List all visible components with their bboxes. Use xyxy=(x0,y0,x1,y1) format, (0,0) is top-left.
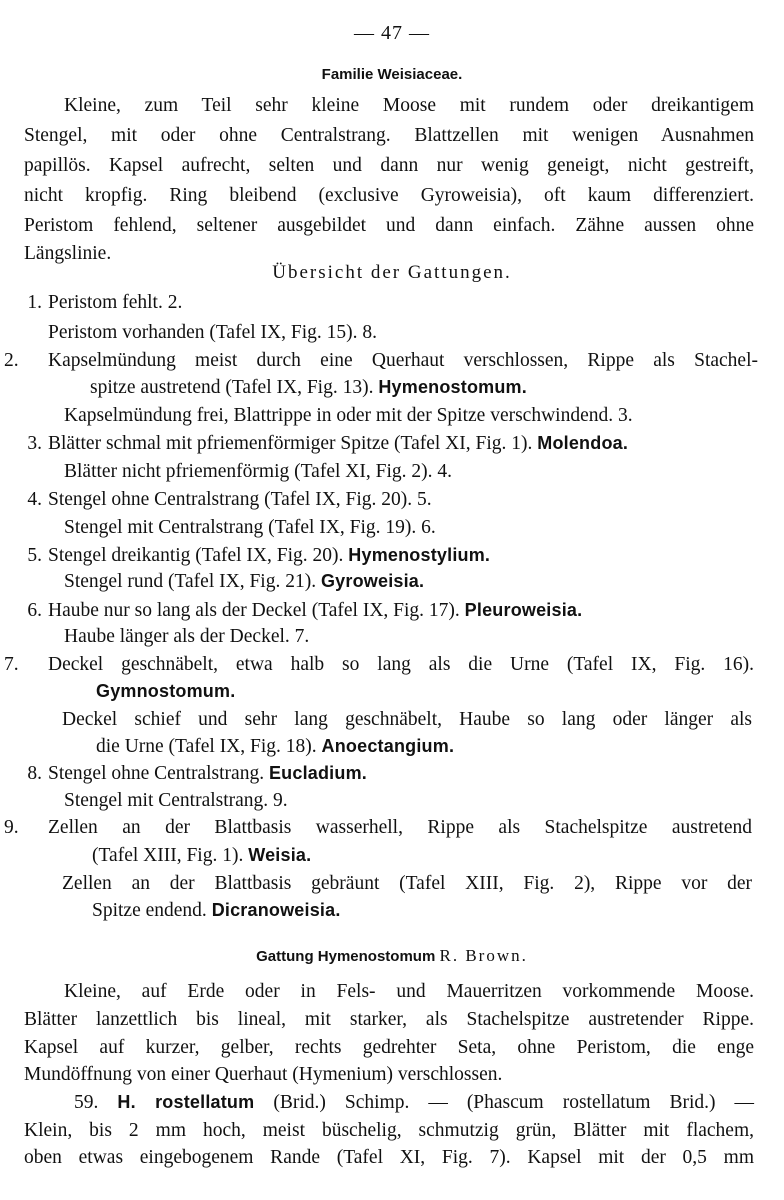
species-entry: 59. H. rostellatum (Brid.) Schimp. — (Phascum rostellatum Brid.) — xyxy=(74,1092,754,1113)
key-line: Stengel mit Centralstrang (Tafel IX, Fig. 19). 6. xyxy=(64,517,436,538)
key-line: Deckel schief und sehr lang geschnäbelt, Haube so lang oder länger als xyxy=(62,709,752,730)
key-line: 4. Stengel ohne Centralstrang (Tafel IX, Fig. 20). 5. xyxy=(27,489,432,510)
key-line: 9. Zellen an der Blattbasis wasserhell, Rippe als Stachelspitze austretend xyxy=(4,817,752,838)
key-line: Spitze endend. Dicranoweisia. xyxy=(92,900,341,921)
species-name: H. rostellatum xyxy=(117,1092,255,1112)
intro-line: Längslinie. xyxy=(24,243,112,264)
intro-line: Stengel, mit oder ohne Centralstrang. Blattzellen mit wenigen Ausnahmen xyxy=(24,125,754,146)
genus-desc-line: Kapsel auf kurzer, gelber, rechts gedrehter Seta, ohne Peristom, die enge xyxy=(24,1037,754,1058)
key-line: Stengel mit Centralstrang. 9. xyxy=(64,790,288,811)
genus-name: Anoectangium. xyxy=(321,736,455,756)
genus-heading: Gattung Hymenostomum R. Brown. xyxy=(256,946,528,965)
key-line: Kapselmündung frei, Blattrippe in oder mit der Spitze verschwindend. 3. xyxy=(64,405,633,426)
genus-desc-line: Mundöffnung von einer Querhaut (Hymenium) verschlossen. xyxy=(24,1064,503,1085)
key-line: 5. Stengel dreikantig (Tafel IX, Fig. 20). Hymenostylium. xyxy=(27,545,491,566)
genus-name: Hymenostylium. xyxy=(348,545,491,565)
key-line: 1. Peristom fehlt. 2. xyxy=(27,292,183,313)
key-line: 3. Blätter schmal mit pfriemenförmiger Spitze (Tafel XI, Fig. 1). Molendoa. xyxy=(27,433,629,454)
species-line: oben etwas eingebogenem Rande (Tafel XI, Fig. 7). Kapsel mit der 0,5 mm xyxy=(24,1147,754,1168)
intro-line: Kleine, zum Teil sehr kleine Moose mit rundem oder dreikantigem xyxy=(64,95,754,116)
key-line xyxy=(96,682,235,702)
key-line: 8. Stengel ohne Centralstrang. Eucladium. xyxy=(27,763,367,784)
key-line: 2. Kapselmündung meist durch eine Querhaut verschlossen, Rippe als Stachel- xyxy=(4,350,758,371)
genus-name: Hymenostomum. xyxy=(378,377,527,397)
genus-name: Eucladium. xyxy=(268,763,367,783)
overview-title: Übersicht der Gattungen. xyxy=(272,262,512,283)
key-line: Zellen an der Blattbasis gebräunt (Tafel XIII, Fig. 2), Rippe vor der xyxy=(62,873,752,894)
species-line: Klein, bis 2 mm hoch, meist büschelig, schmutzig grün, Blätter mit flachem, xyxy=(24,1120,754,1141)
genus-desc-line: Blätter lanzettlich bis lineal, mit starker, als Stachelspitze austretender Rippe. xyxy=(24,1009,754,1030)
key-line: die Urne (Tafel IX, Fig. 18). Anoectangium. xyxy=(96,736,455,757)
key-line: Haube länger als der Deckel. 7. xyxy=(64,626,310,647)
key-line: Stengel rund (Tafel IX, Fig. 21). Gyroweisia. xyxy=(64,571,425,592)
genus-name: Weisia. xyxy=(248,845,312,865)
key-line: 6. Haube nur so lang als der Deckel (Tafel IX, Fig. 17). Pleuroweisia. xyxy=(27,600,583,621)
family-title: Familie Weisiaceae. xyxy=(321,66,463,83)
genus-name: Gyroweisia. xyxy=(320,571,425,591)
key-line: 7. Deckel geschnäbelt, etwa halb so lang als die Urne (Tafel IX, Fig. 16). xyxy=(4,654,754,675)
intro-line: Peristom fehlend, seltener ausgebildet und dann einfach. Zähne aussen ohne xyxy=(24,215,754,236)
genus-name: Dicranoweisia. xyxy=(211,900,341,920)
key-line: Blätter nicht pfriemenförmig (Tafel XI, Fig. 2). 4. xyxy=(64,461,452,482)
key-line: Peristom vorhanden (Tafel IX, Fig. 15). 8. xyxy=(48,322,377,343)
key-line: (Tafel XIII, Fig. 1). Weisia. xyxy=(92,845,312,866)
intro-line: nicht kropfig. Ring bleibend (exclusive Gyroweisia), oft kaum differenziert. xyxy=(24,185,754,206)
genus-desc-line: Kleine, auf Erde oder in Fels- und Mauerritzen vorkommende Moose. xyxy=(64,981,754,1002)
genus-name: Molendoa. xyxy=(537,433,629,453)
genus-name: Gymnostomum. xyxy=(96,681,236,701)
key-line: spitze austretend (Tafel IX, Fig. 13). Hymenostomum. xyxy=(90,377,527,398)
genus-name: Pleuroweisia. xyxy=(464,600,583,620)
page-number: — 47 — xyxy=(354,22,430,44)
intro-line: papillös. Kapsel aufrecht, selten und dann nur wenig geneigt, nicht gestreift, xyxy=(24,155,754,176)
